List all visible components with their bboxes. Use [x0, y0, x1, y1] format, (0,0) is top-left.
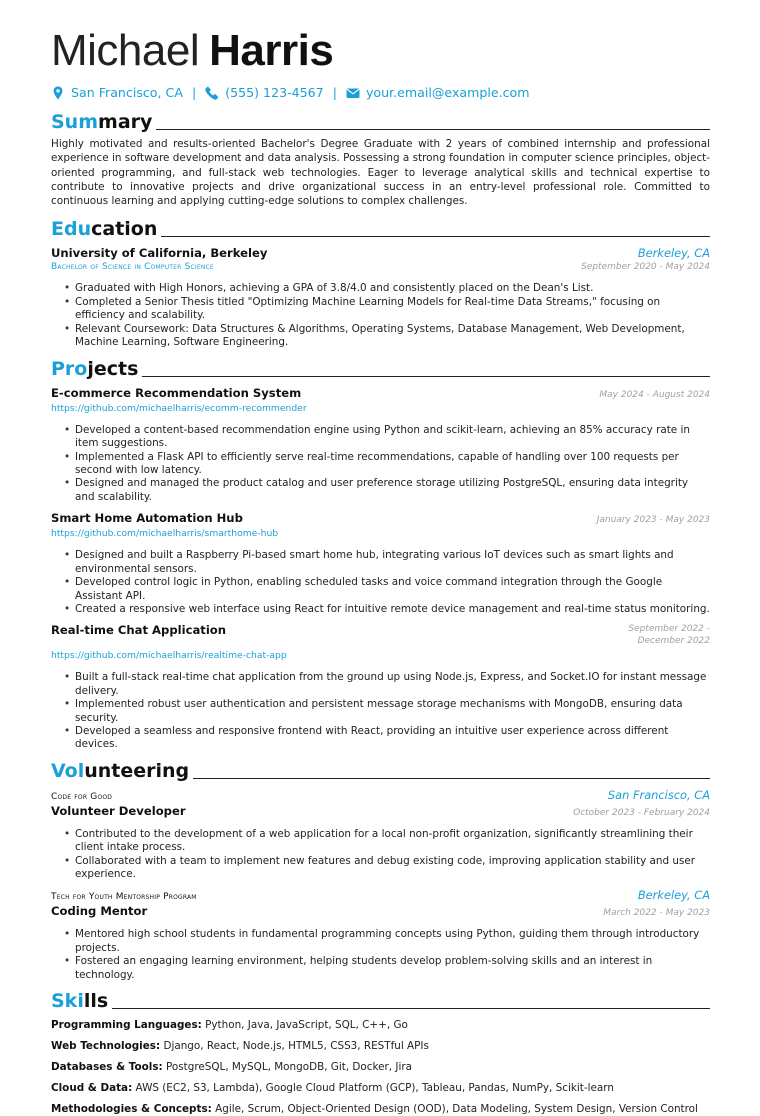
list-item: • Contributed to the development of a web application for a local non-profit organization, significantly streamlining their client intake process. — [75, 828, 710, 855]
list-item: • Fostered an engaging learning environment, helping students develop problem-solving skills and an interest in technology. — [75, 955, 710, 982]
projects-heading: Projects — [51, 356, 710, 380]
contact-email-link[interactable]: your.email@example.com — [365, 85, 530, 100]
map-marker-icon — [51, 86, 65, 100]
project-name: Real-time Chat Application — [51, 623, 227, 638]
last-name: Harris — [209, 26, 334, 75]
skill-label: Databases & Tools: — [51, 1061, 163, 1074]
education-heading: Education — [51, 216, 710, 240]
volunteer-dates: March 2022 - May 2023 — [603, 908, 710, 919]
phone-icon — [205, 86, 219, 100]
project-name: E-commerce Recommendation System — [51, 385, 302, 400]
education-entry — [51, 246, 710, 349]
section-divider — [112, 1008, 710, 1009]
degree: Bachelor of Science in Computer Science — [51, 262, 214, 273]
volunteering-heading: Volunteering — [51, 758, 710, 782]
skill-value: PostgreSQL, MySQL, MongoDB, Git, Docker, Jira — [165, 1061, 413, 1074]
skill-value: Agile, Scrum, Object-Oriented Design (OOD), Data Modeling, System Design, Version Control — [215, 1103, 698, 1116]
project-dates: January 2023 - May 2023 — [596, 515, 710, 526]
skill-value: AWS (EC2, S3, Lambda), Google Cloud Platform (GCP), Tableau, Pandas, NumPy, Scikit-learn — [135, 1082, 614, 1095]
summary-text: Highly motivated and results-oriented Bachelor's Degree Graduate with 2 years of combined internship and professional experience in software development and data analysis. Possessing a strong foundation in computer science principles, object-oriented programming, and full-stack web technologies. Eager to leverage analytical skills and technical expertise to contribute to innovative projects and drive organizational success in an entry-level professional role. Committed to continuous learning and applying cutting-edge solutions to complex challenges. — [51, 138, 710, 208]
list-item: • Designed and built a Raspberry Pi-based smart home hub, integrating various IoT devices such as smart lights and environmental sensors. — [75, 549, 710, 576]
skill-label: Methodologies & Concepts: — [51, 1103, 212, 1116]
list-item: • Collaborated with a team to implement new features and debug existing code, improving application stability and user experience. — [75, 855, 710, 882]
contact-separator: | — [191, 85, 197, 100]
list-item: • Mentored high school students in fundamental programming concepts using Python, guiding them through introductory projects. — [75, 928, 710, 955]
skill-row — [51, 1081, 710, 1095]
skill-label: Web Technologies: — [51, 1040, 161, 1053]
volunteer-bullets — [51, 828, 710, 882]
project-name: Smart Home Automation Hub — [51, 511, 243, 526]
list-item: • Completed a Senior Thesis titled "Optimizing Machine Learning Models for Real-time Data Streams," focusing on efficiency and scalability. — [75, 296, 710, 323]
skills-list — [51, 1018, 710, 1116]
section-divider — [156, 129, 710, 130]
skill-row — [51, 1039, 710, 1053]
list-item: • Developed control logic in Python, enabling scheduled tasks and voice command integration through the Google Assistant API. — [75, 576, 710, 603]
volunteer-org: Tech for Youth Mentorship Program — [51, 892, 197, 903]
skill-value: Python, Java, JavaScript, SQL, C++, Go — [205, 1019, 408, 1032]
project-bullets — [51, 424, 710, 504]
project-entry — [51, 623, 710, 751]
volunteer-role: Volunteer Developer — [51, 803, 186, 818]
volunteer-role: Coding Mentor — [51, 904, 148, 919]
list-item: • Created a responsive web interface using React for intuitive remote device management and real-time status monitoring. — [75, 603, 710, 616]
section-divider — [142, 376, 710, 377]
volunteer-org: Code for Good — [51, 791, 113, 802]
summary-heading: Summary — [51, 109, 710, 133]
volunteer-location: San Francisco, CA — [607, 787, 710, 802]
volunteer-location: Berkeley, CA — [637, 888, 710, 903]
project-bullets — [51, 671, 710, 751]
candidate-name — [51, 0, 710, 77]
envelope-icon — [346, 86, 360, 100]
contact-separator: | — [332, 85, 337, 100]
skills-heading: Skills — [51, 988, 710, 1012]
list-item: • Implemented a Flask API to efficiently serve real-time recommendations, capable of handling over 100 requests per second with low latency. — [75, 451, 710, 478]
project-entry — [51, 386, 710, 505]
project-dates: May 2024 - August 2024 — [599, 389, 710, 400]
list-item: • Graduated with High Honors, achieving a GPA of 3.8/4.0 and consistently placed on the Dean's List. — [75, 282, 710, 295]
list-item: • Built a full-stack real-time chat application from the ground up using Node.js, Express, and Socket.IO for instant message delivery. — [75, 671, 710, 698]
skill-label: Programming Languages: — [51, 1019, 202, 1032]
first-name: Michael — [51, 26, 200, 75]
skill-row — [51, 1102, 710, 1116]
volunteer-dates: October 2023 - February 2024 — [573, 807, 710, 818]
volunteer-bullets — [51, 928, 710, 982]
skill-value: Django, React, Node.js, HTML5, CSS3, RESTful APIs — [163, 1040, 429, 1053]
section-divider — [193, 778, 710, 779]
contact-line — [51, 85, 710, 101]
list-item: • Developed a content-based recommendation engine using Python and scikit-learn, achieving an 85% accuracy rate in item suggestions. — [75, 424, 710, 451]
list-item: • Designed and managed the product catalog and user preference storage utilizing PostgreSQL, ensuring data integrity and scalability. — [75, 477, 710, 504]
volunteer-entry — [51, 788, 710, 882]
project-link[interactable]: https://github.com/michaelharris/smarthome-hub — [51, 528, 279, 540]
education-bullets — [51, 282, 710, 349]
list-item: • Developed a seamless and responsive frontend with React, providing an intuitive user experience across different devices. — [75, 725, 710, 752]
school-location: Berkeley, CA — [637, 246, 710, 261]
skill-row — [51, 1018, 710, 1032]
project-link[interactable]: https://github.com/michaelharris/ecomm-recommender — [51, 402, 307, 414]
project-bullets — [51, 549, 710, 616]
skill-row — [51, 1060, 710, 1074]
project-dates: September 2022 - December 2022 — [628, 624, 710, 647]
skill-label: Cloud & Data: — [51, 1082, 133, 1095]
list-item: • Relevant Coursework: Data Structures & Algorithms, Operating Systems, Database Management, Web Development, Machine Learning, Software Engineering. — [75, 323, 710, 350]
volunteer-entry — [51, 888, 710, 982]
project-entry — [51, 511, 710, 616]
contact-phone: (555) 123-4567 — [225, 85, 324, 100]
section-divider — [161, 236, 710, 237]
project-link[interactable]: https://github.com/michaelharris/realtime-chat-app — [51, 650, 287, 662]
education-dates: September 2020 - May 2024 — [581, 262, 710, 273]
list-item: • Implemented robust user authentication and persistent message storage mechanisms with MongoDB, ensuring data security. — [75, 698, 710, 725]
contact-location: San Francisco, CA — [71, 85, 183, 100]
school-name: University of California, Berkeley — [51, 246, 268, 261]
